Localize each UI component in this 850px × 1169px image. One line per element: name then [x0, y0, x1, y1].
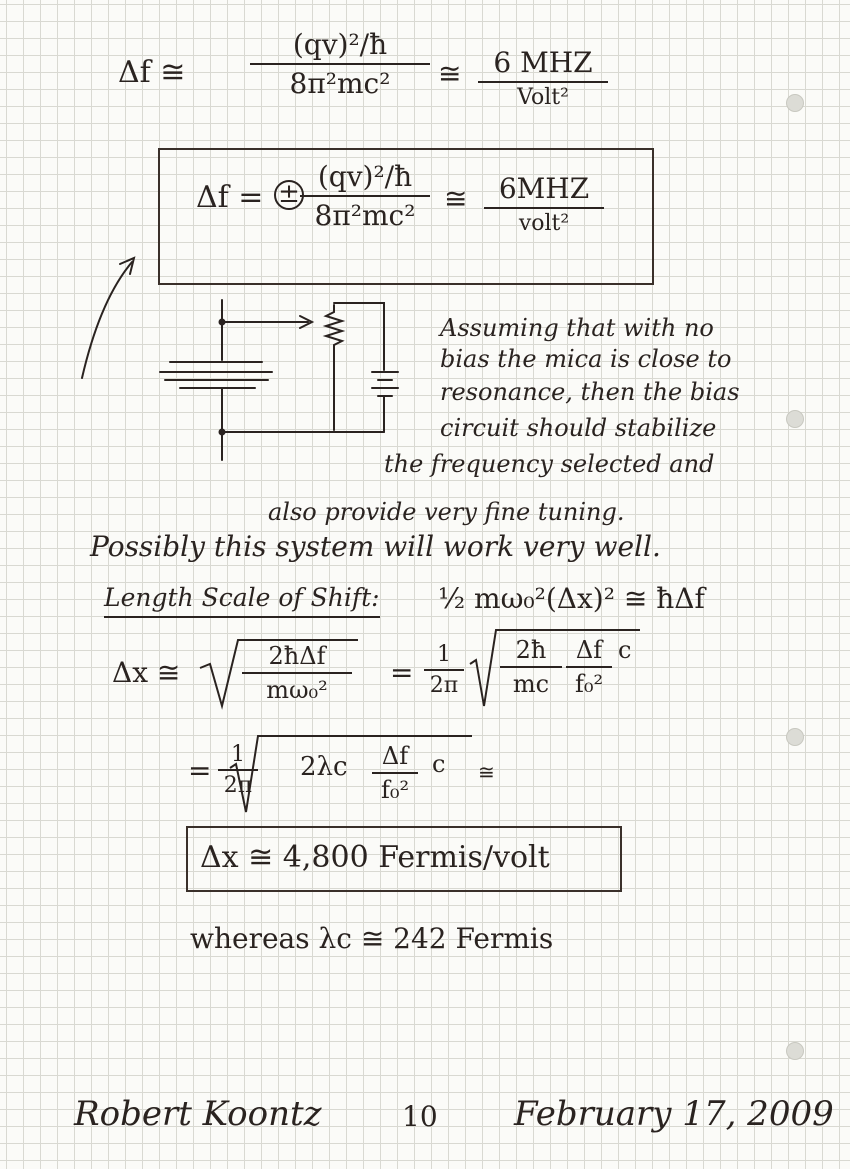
dx2-root-lead: 2λc — [300, 752, 348, 782]
dx-root1 — [242, 642, 352, 704]
dx2-root-numerator: Δf — [381, 742, 409, 770]
dx-root1-numerator: 2ħΔf — [268, 642, 326, 670]
note-line: circuit should stabilize — [440, 414, 717, 442]
page-number: 10 — [402, 1100, 438, 1133]
dx2-root-denominator: f₀² — [380, 776, 410, 804]
note-line: the frequency selected and — [384, 450, 715, 478]
dx-root2a-numerator: 2ħ — [515, 636, 547, 664]
eq1-lhs: Δf ≅ — [118, 55, 186, 90]
dx-root2b-numerator: Δf — [575, 636, 603, 664]
dx2-prefactor — [218, 742, 258, 798]
dx-root2a-denominator: mc — [512, 670, 550, 698]
eq1-numerator: (qv)²/ħ — [292, 28, 388, 61]
result-text: Δx ≅ 4,800 Fermis/volt — [200, 840, 550, 875]
dx-equals: = — [390, 656, 414, 689]
dx-root1-denominator: mω₀² — [266, 676, 328, 704]
dx-root2b — [566, 636, 612, 698]
eq2-sign: ± — [274, 180, 304, 210]
note-line: bias the mica is close to — [440, 345, 732, 373]
length-scale-label: Length Scale of Shift: — [104, 583, 380, 618]
dx2-approx: ≅ — [478, 760, 495, 784]
note-line: resonance, then the bias — [440, 378, 740, 406]
dx-root2a — [500, 636, 562, 698]
dx2-root-c: c — [432, 750, 446, 778]
page-date: February 17, 2009 — [514, 1094, 834, 1134]
eq1-approx: ≅ — [438, 57, 462, 90]
eq1-denominator: 8π²mc² — [289, 67, 391, 100]
dx2-prefactor-denominator: 2π — [223, 773, 253, 798]
eq2-approx: ≅ — [444, 182, 468, 215]
note-line: Assuming that with no — [440, 314, 714, 342]
eq2-denominator: 8π²mc² — [314, 199, 416, 232]
dx-root2b-denominator: f₀² — [574, 670, 604, 698]
conclusion-text: Possibly this system will work very well. — [90, 530, 661, 563]
eq2-rhs-denominator: volt² — [518, 211, 570, 236]
dx-root2-c: c — [618, 636, 632, 664]
eq1-rhs-denominator: Volt² — [517, 85, 569, 110]
whereas-text: whereas λc ≅ 242 Fermis — [190, 922, 554, 955]
dx2-root-fraction — [372, 742, 418, 804]
dx2-equals: = — [188, 754, 212, 787]
author-signature: Robert Koontz — [74, 1094, 322, 1134]
dx-lhs: Δx ≅ — [112, 656, 181, 689]
length-scale-expression: ½ mω₀²(Δx)² ≅ ħΔf — [438, 582, 705, 615]
eq2-rhs-numerator: 6MHZ — [498, 172, 590, 205]
dx2-prefactor-numerator: 1 — [231, 742, 245, 767]
dx-prefactor-numerator: 1 — [437, 642, 451, 667]
dx-prefactor-denominator: 2π — [429, 673, 459, 698]
dx-prefactor — [424, 642, 464, 698]
eq2-numerator: (qv)²/ħ — [317, 160, 413, 193]
note-line: also provide very fine tuning. — [268, 498, 625, 526]
eq2-lhs: Δf = — [196, 180, 264, 215]
eq1-rhs-numerator: 6 MHZ — [493, 46, 593, 79]
